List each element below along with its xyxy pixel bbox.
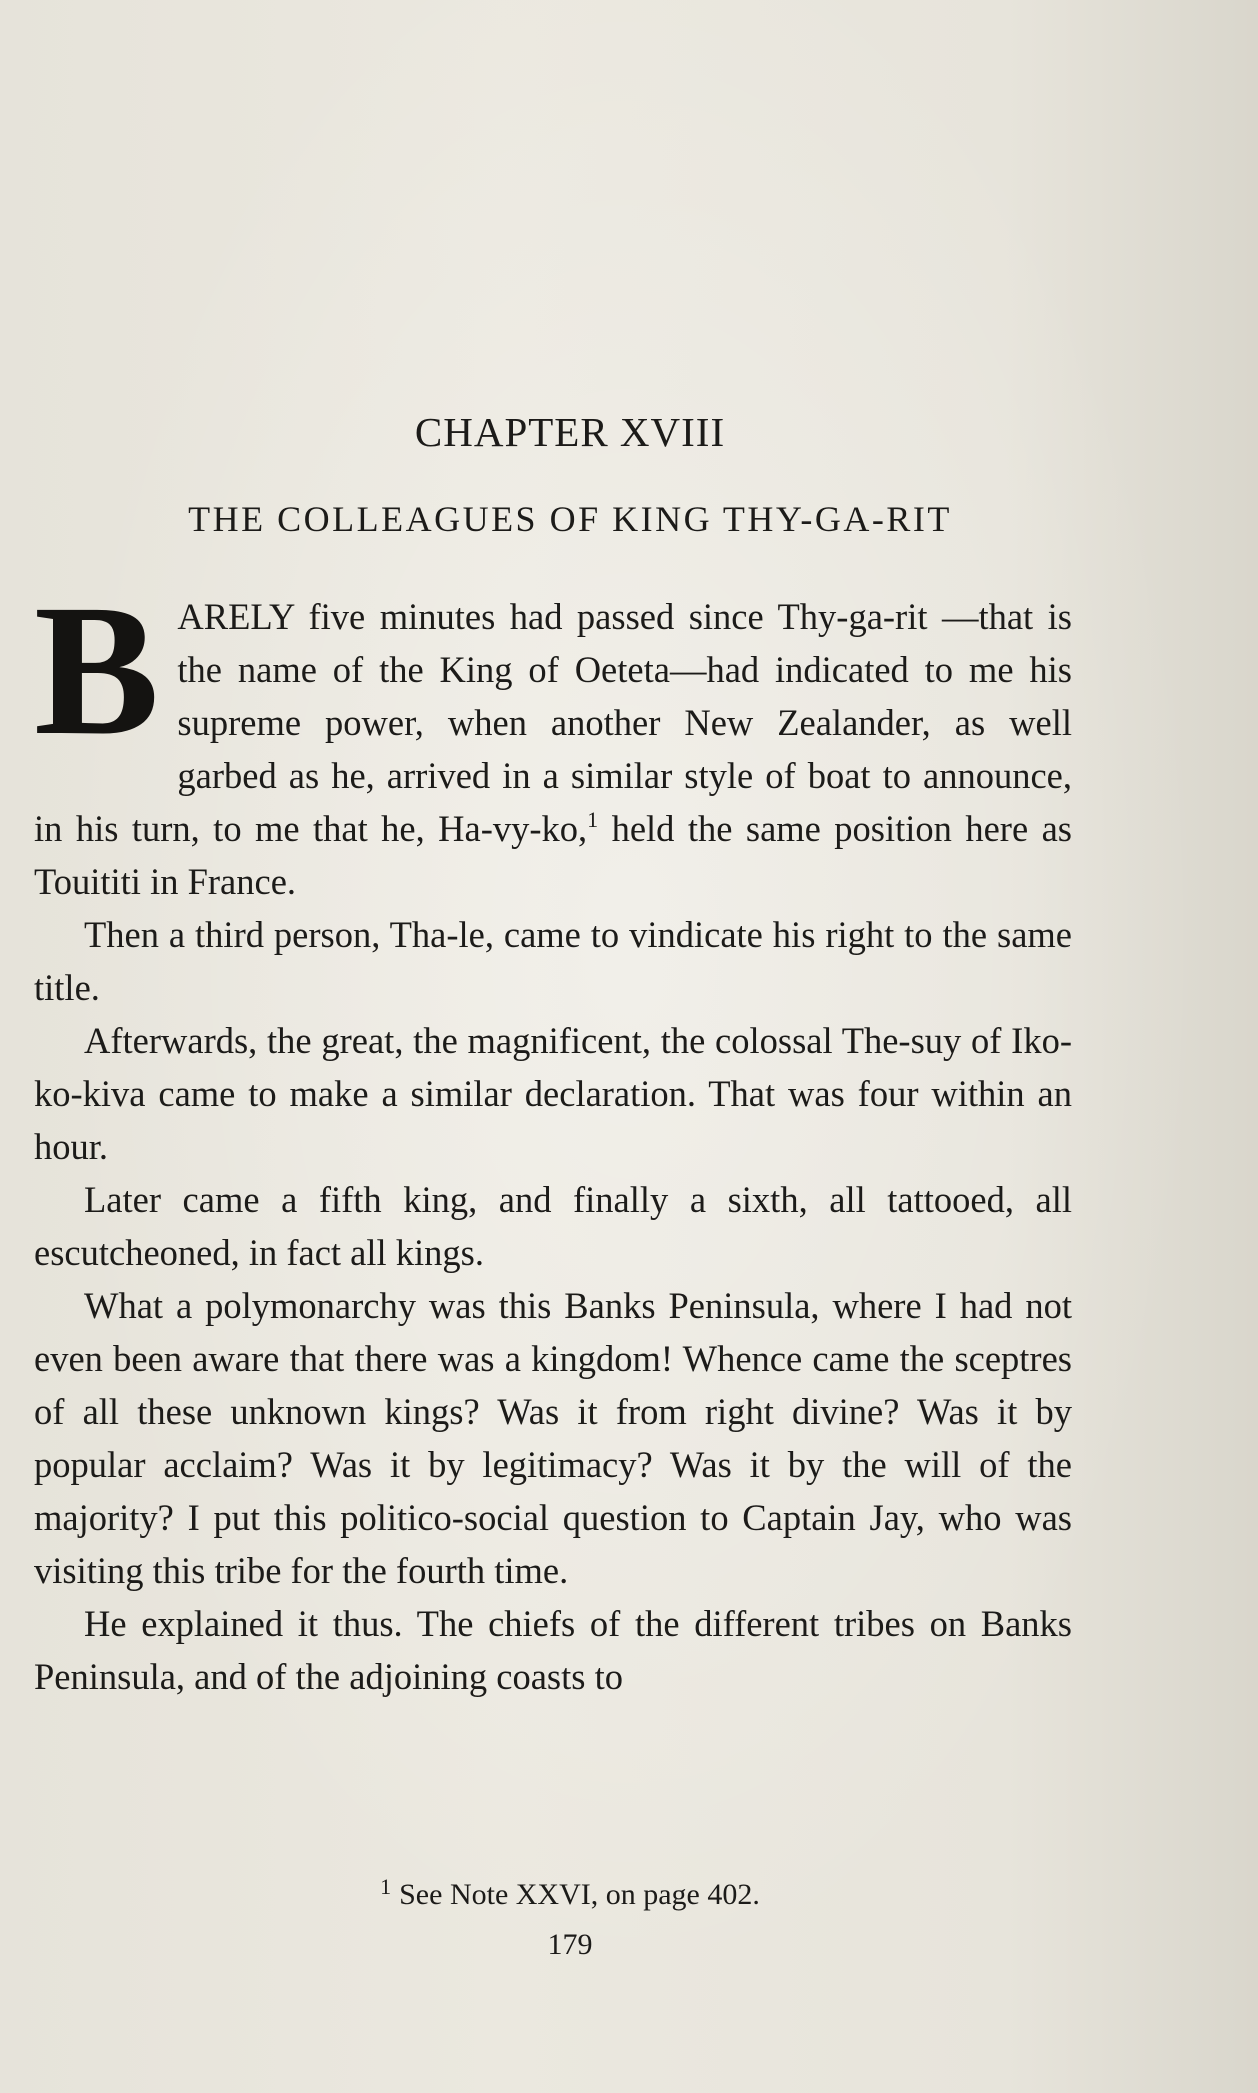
- drop-cap: B: [34, 565, 160, 774]
- paragraph-4: Later came a fifth king, and finally a sixth, all tattooed, all escutcheoned, in fact all kings.: [34, 1179, 1072, 1273]
- page-number: 179: [547, 1928, 593, 1961]
- paragraph-6: He explained it thus. The chiefs of the different tribes on Banks Peninsula, and of the adjoining coasts to: [34, 1603, 1072, 1697]
- paragraph-1-text: ARELY five minutes had passed since Thy-ga-rit —that is the name of the King of Oeteta—had indicated to me his supreme power, when another New Zealander, as well garbed as he, arrived in a similar style of boat to announce, in his turn, to me that he, Ha-vy-ko,: [34, 596, 1072, 849]
- footnote-marker: 1: [380, 1874, 392, 1899]
- footnote-reference[interactable]: 1: [587, 807, 599, 832]
- paragraph-3: Afterwards, the great, the magnificent, the colossal The-suy of Iko-ko-kiva came to make a similar declaration. That was four within an hour.: [34, 1020, 1072, 1167]
- paragraph-2: Then a third person, Tha-le, came to vindicate his right to the same title.: [34, 914, 1072, 1008]
- footnote: [0, 1874, 1140, 1912]
- paragraph-1-text-continued: held the same position here as Touititi in France.: [34, 808, 1072, 902]
- chapter-subtitle: THE COLLEAGUES OF KING THY-GA-RIT: [188, 499, 952, 539]
- paragraph-1: [34, 565, 1072, 908]
- paragraph-5: What a polymonarchy was this Banks Peninsula, where I had not even been aware that there was a kingdom! Whence came the sceptres of all these unknown kings? Was it from right divine? Was it by popular acclaim? Was it by legitimacy? Was it by the will of the majority? I put this politico-social question to Captain Jay, who was visiting this tribe for the fourth time.: [34, 1285, 1072, 1591]
- footnote-text: See Note XXVI, on page 402.: [399, 1878, 760, 1911]
- chapter-body: [34, 565, 1072, 1703]
- chapter-title: CHAPTER XVIII: [414, 409, 726, 455]
